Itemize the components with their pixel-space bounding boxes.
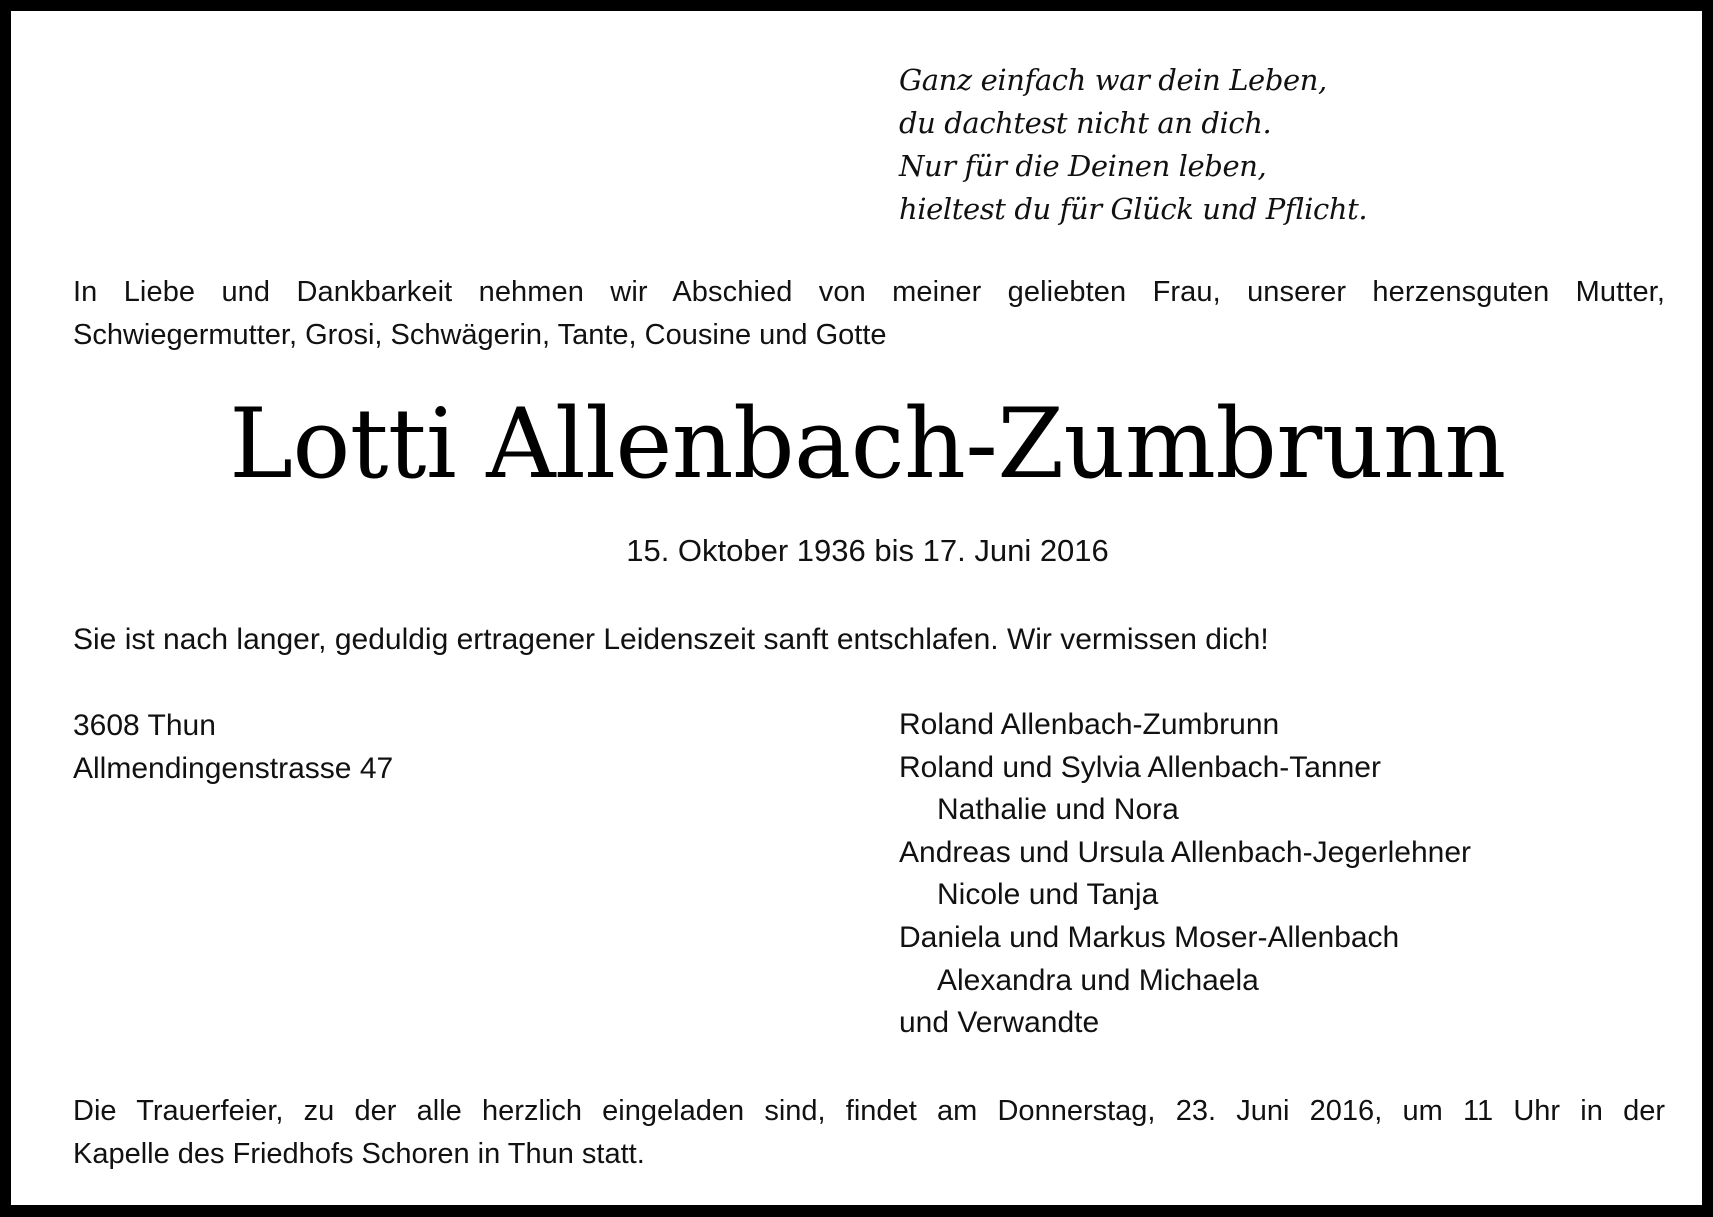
mourner-entry: Roland und Sylvia Allenbach-Tanner [899, 750, 1381, 784]
mourner-entry-child: Alexandra und Michaela [937, 963, 1259, 997]
mourner-entry: Daniela und Markus Moser-Allenbach [899, 920, 1400, 954]
mourner-entry: und Verwandte [899, 1006, 1100, 1040]
address-city: 3608 Thun [73, 709, 216, 742]
intro-line: Schwiegermutter, Grosi, Schwägerin, Tante, Cousine und Gotte [73, 319, 887, 351]
mourner-entry: Andreas und Ursula Allenbach-Jegerlehner [899, 835, 1472, 869]
mourner-entry-child: Nathalie und Nora [937, 793, 1179, 827]
funeral-line: Die Trauerfeier, zu der alle herzlich eingeladen sind, findet am Donnerstag, 23. Juni 2016, um 11 Uhr in der [73, 1095, 1665, 1127]
funeral-details [73, 1090, 1665, 1176]
poem-line: du dachtest nicht an dich. [899, 106, 1272, 140]
intro-line: In Liebe und Dankbarkeit nehmen wir Abschied von meiner geliebten Frau, unserer herzensguten Mutter, [73, 276, 1665, 308]
mourner-entry: Roland Allenbach-Zumbrunn [899, 708, 1280, 741]
address-street: Allmendingenstrasse 47 [73, 752, 394, 785]
statement-text: Sie ist nach langer, geduldig ertragener Leidenszeit sanft entschlafen. Wir vermissen dich! [73, 623, 1269, 656]
poem-line: Nur für die Deinen leben, [899, 149, 1267, 183]
mourner-entry-child: Nicole und Tanja [937, 878, 1159, 912]
poem-line: hieltest du für Glück und Pflicht. [899, 192, 1368, 226]
mourners-list [899, 704, 1471, 1045]
mourner-address [73, 704, 393, 790]
life-dates: 15. Oktober 1936 bis 17. Juni 2016 [626, 533, 1109, 568]
memorial-poem [899, 59, 1367, 231]
poem-line: Ganz einfach war dein Leben, [899, 63, 1327, 97]
funeral-line: Kapelle des Friedhofs Schoren in Thun statt. [73, 1138, 645, 1170]
deceased-name: Lotti Allenbach-Zumbrunn [229, 388, 1506, 500]
intro-text [73, 271, 1665, 357]
